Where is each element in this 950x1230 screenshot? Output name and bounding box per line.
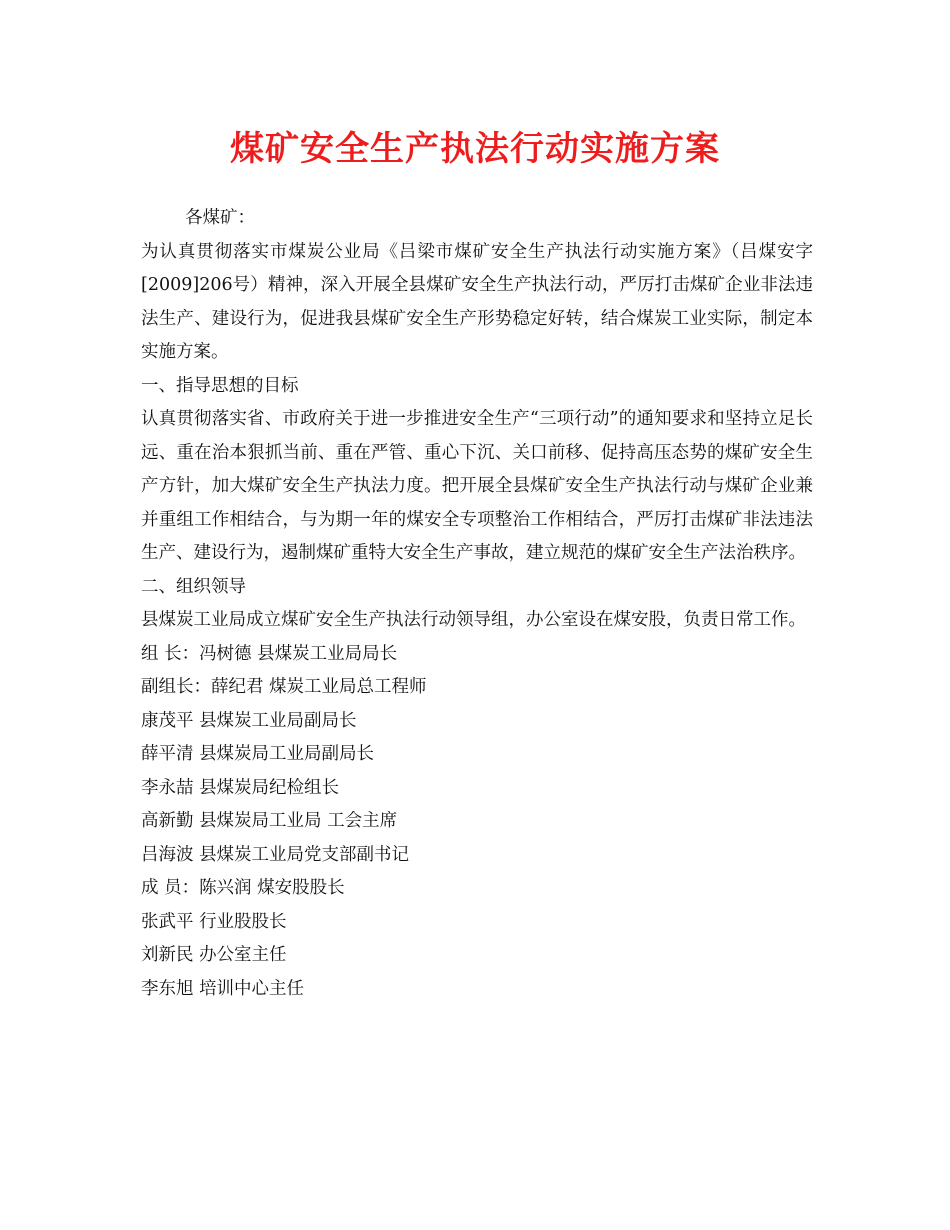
member-line: 组 长：冯树德 县煤炭工业局局长	[141, 643, 398, 664]
member-line: 张武平 行业股股长	[141, 911, 287, 932]
document-body	[141, 202, 813, 1006]
member-line: 成 员：陈兴润 煤安股股长	[141, 878, 345, 898]
member-line: 副组长：薛纪君 煤炭工业局总工程师	[141, 677, 427, 697]
section-2-body: 县煤炭工业局成立煤矿安全生产执法行动领导组，办公室设在煤安股，负责日常工作。	[141, 610, 806, 630]
salutation: 各煤矿：	[185, 208, 255, 228]
section-2-heading: 二、组织领导	[141, 576, 246, 597]
member-line: 李东旭 培训中心主任	[141, 978, 305, 999]
member-line: 李永喆 县煤炭局纪检组长	[141, 777, 340, 798]
member-line: 康茂平 县煤炭工业局副局长	[141, 710, 357, 731]
section-1-body: 认真贯彻落实省、市政府关于进一步推进安全生产“三项行动”的通知要求和坚持立足长远、重在治本狠抓当前、重在严管、重心下沉、关口前移、促持高压态势的煤矿安全生产方针，加大煤矿安全生产执法力度。把开展全县煤矿安全生产执法行动与煤矿企业兼并重组工作相结合，与为期一年的煤安全专项整治工作相结合，严厉打击煤矿非法违法生产、建设行为，遏制煤矿重特大安全生产事故，建立规范的煤矿安全生产法治秩序。	[141, 409, 813, 563]
member-line: 刘新民 办公室主任	[141, 945, 287, 965]
intro-paragraph: 为认真贯彻落实市煤炭公业局《吕梁市煤矿安全生产执法行动实施方案》（吕煤安字[2009]206号）精神，深入开展全县煤矿安全生产执法行动，严厉打击煤矿企业非法违法生产、建设行为，促进我县煤矿安全生产形势稳定好转，结合煤炭工业实际，制定本实施方案。	[141, 241, 813, 362]
member-line: 薛平清 县煤炭局工业局副局长	[141, 744, 375, 764]
section-1-heading: 一、指导思想的目标	[141, 375, 299, 396]
document-title: 煤矿安全生产执法行动实施方案	[230, 129, 720, 169]
member-line: 高新勤 县煤炭局工业局 工会主席	[141, 811, 398, 831]
member-line: 吕海波 县煤炭工业局党支部副书记	[141, 844, 410, 865]
